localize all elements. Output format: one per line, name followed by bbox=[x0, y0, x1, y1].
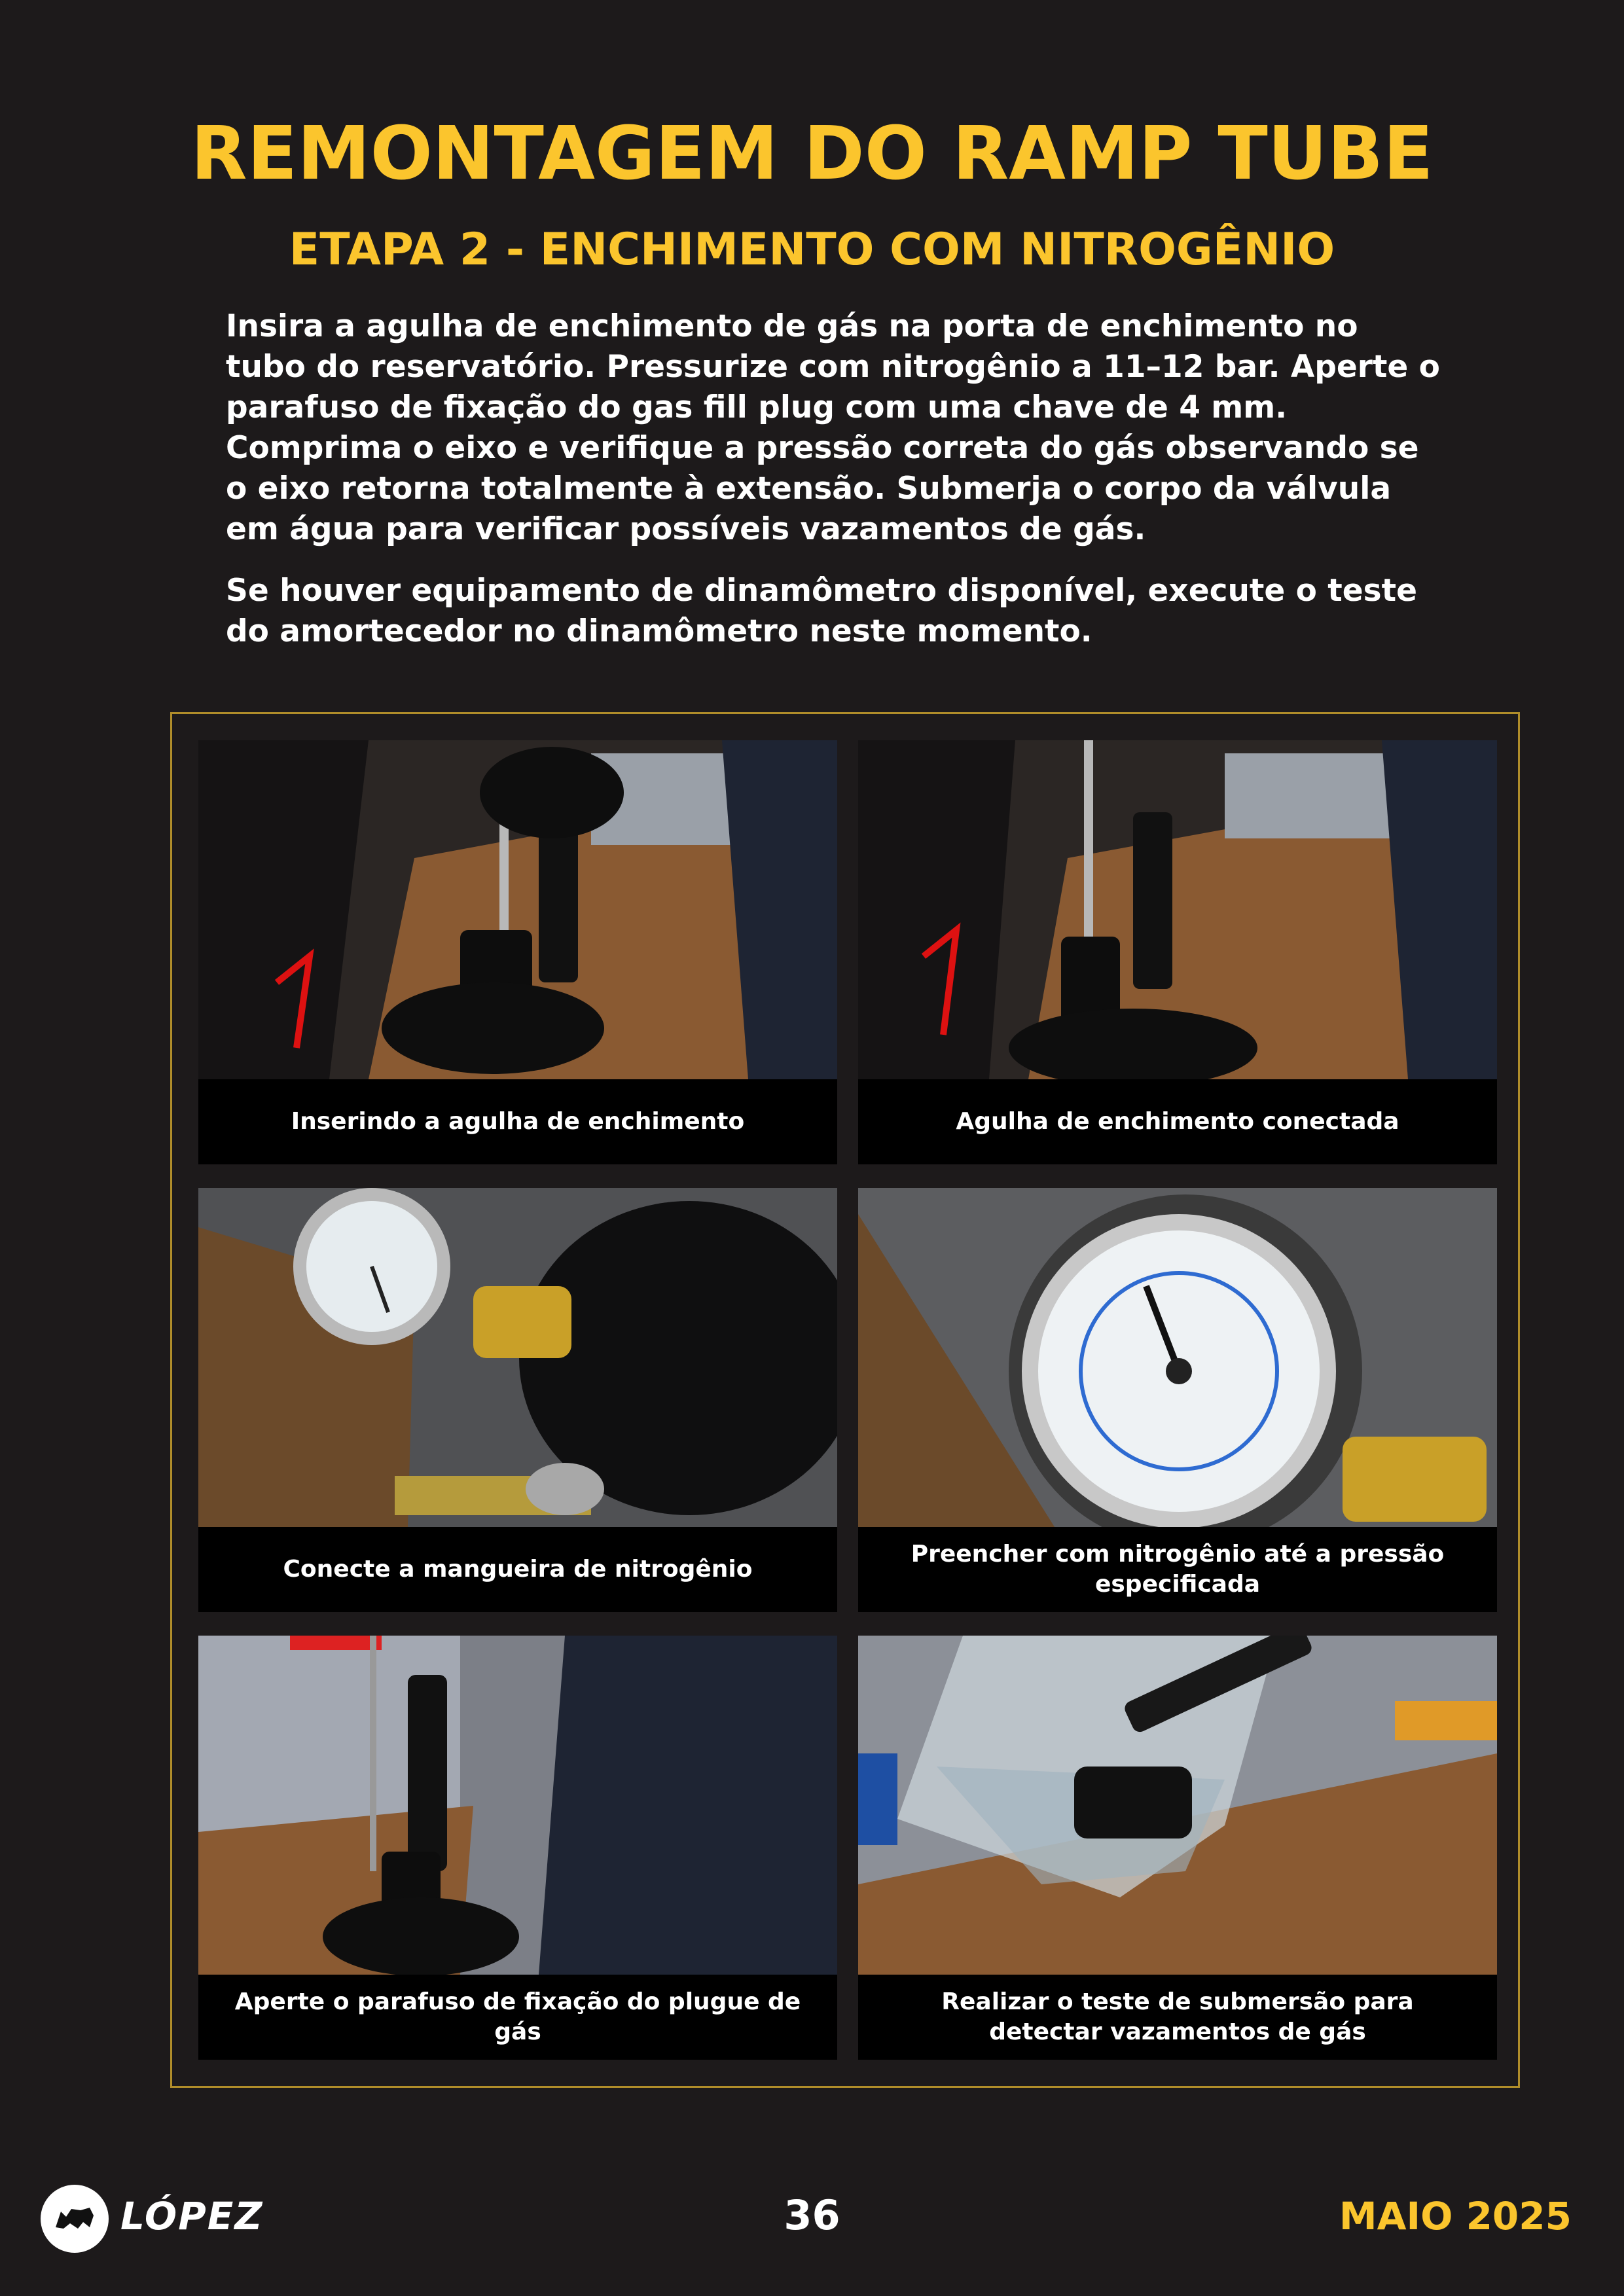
step-photo-nitrogen-hose bbox=[198, 1188, 837, 1527]
step-card bbox=[858, 740, 1497, 1164]
step-caption: Aperte o parafuso de fixação do plugue de gás bbox=[234, 1988, 801, 2045]
page-number: 36 bbox=[784, 2191, 840, 2239]
photo-grid-frame bbox=[170, 712, 1520, 2088]
step-photo-needle-connected bbox=[858, 740, 1497, 1079]
step-caption: Conecte a mangueira de nitrogênio bbox=[283, 1556, 753, 1583]
step-subtitle: ETAPA 2 - ENCHIMENTO COM NITROGÊNIO bbox=[289, 224, 1335, 276]
step-card bbox=[198, 1636, 837, 2060]
step-photo-submersion-test bbox=[858, 1636, 1497, 1975]
step-caption: Agulha de enchimento conectada bbox=[956, 1108, 1399, 1135]
issue-date: MAIO 2025 bbox=[1339, 2194, 1572, 2238]
instructions-paragraph: Insira a agulha de enchimento de gás na porta de enchimento no tubo do reservatório. Pressurize com nitrogênio a 11–12 bar. Aperte o parafuso de fixação do gas fill plug com uma chave de 4 mm. Comprima o eixo e verifique a pressão correta do gás observando se o eixo retorna totalmente à extensão. Submerja o corpo da válvula em água para verificar possíveis vazamentos de gás. bbox=[226, 308, 1440, 547]
step-card bbox=[198, 1188, 837, 1612]
step-card bbox=[858, 1188, 1497, 1612]
step-caption: Inserindo a agulha de enchimento bbox=[291, 1108, 745, 1135]
step-card bbox=[858, 1636, 1497, 2060]
step-card bbox=[198, 740, 837, 1164]
step-caption: Realizar o teste de submersão para detectar vazamentos de gás bbox=[941, 1988, 1414, 2045]
step-photo-pressure-gauge bbox=[858, 1188, 1497, 1527]
page-title: REMONTAGEM DO RAMP TUBE bbox=[190, 111, 1434, 196]
brand-name: LÓPEZ bbox=[120, 2194, 264, 2238]
step-photo-tighten-plug bbox=[198, 1636, 837, 1975]
step-caption: Preencher com nitrogênio até a pressão especificada bbox=[911, 1541, 1445, 1598]
dyno-note-paragraph: Se houver equipamento de dinamômetro disponível, execute o teste do amortecedor no dinamômetro neste momento. bbox=[226, 573, 1417, 649]
step-photo-inserting-needle bbox=[198, 740, 837, 1079]
